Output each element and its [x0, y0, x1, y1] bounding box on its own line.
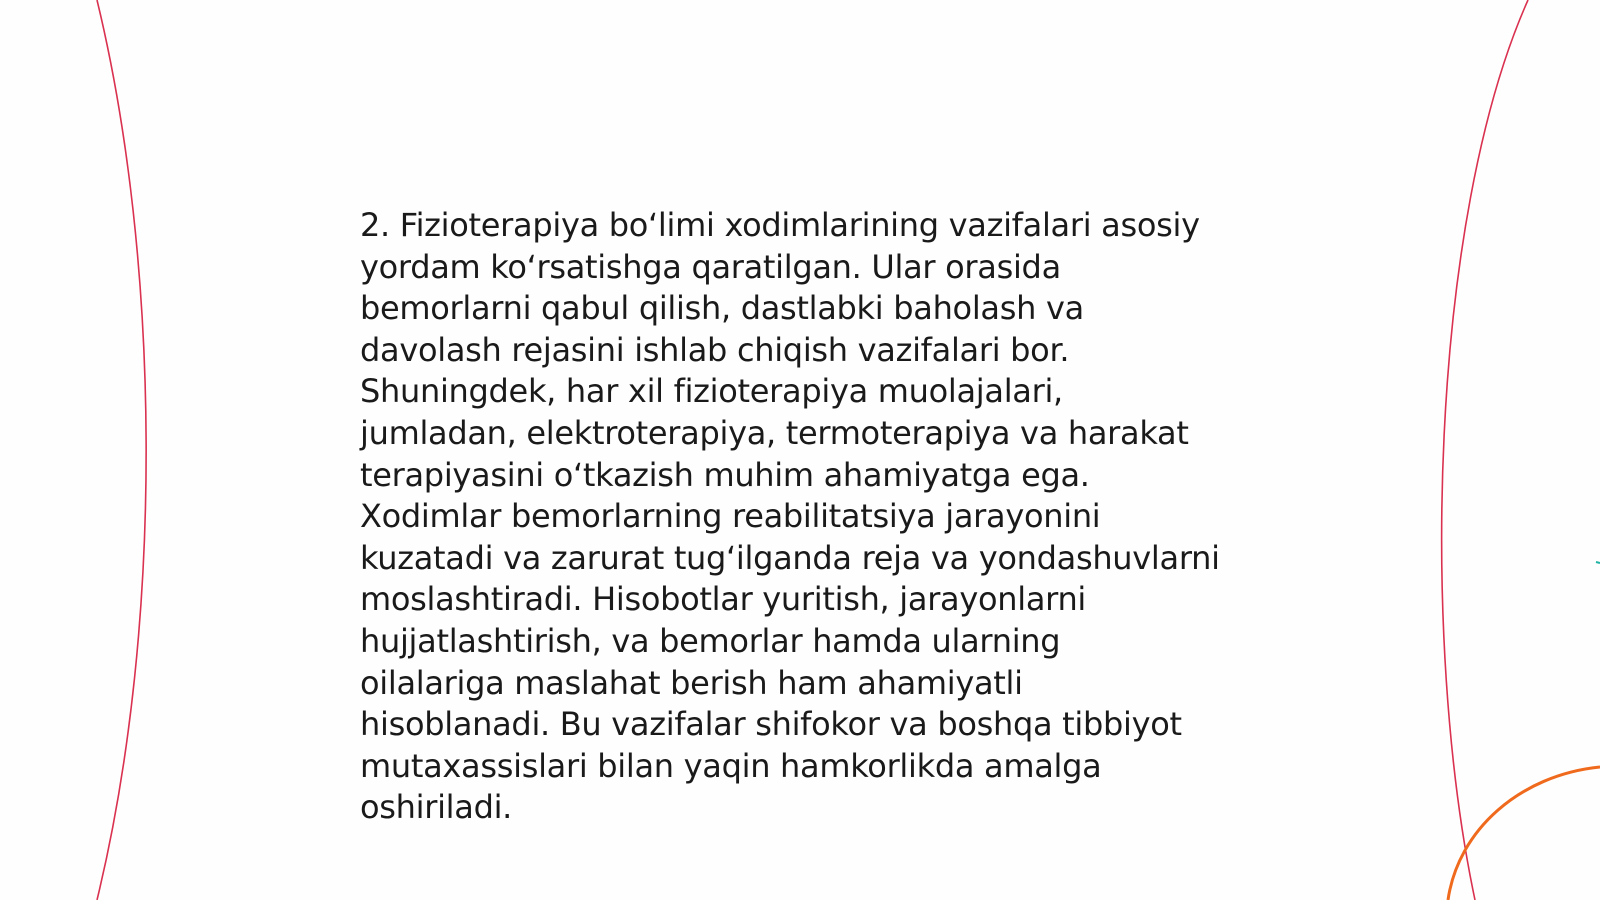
body-line: jumladan, elektroterapiya, termoterapiya va harakat: [360, 413, 1189, 452]
body-line: terapiyasini o‘tkazish muhim ahamiyatga ega.: [360, 455, 1090, 494]
body-line: yordam ko‘rsatishga qaratilgan. Ular orasida: [360, 247, 1061, 286]
body-line: oshiriladi.: [360, 788, 513, 827]
body-line: oilalariga maslahat berish ham ahamiyatli: [360, 663, 1023, 702]
right-curve-line: [1442, 0, 1528, 900]
body-line: kuzatadi va zarurat tug‘ilganda reja va yondashuvlarni: [360, 538, 1220, 577]
body-line: moslashtiradi. Hisobotlar yuritish, jarayonlarni: [360, 580, 1087, 619]
body-line: mutaxassislari bilan yaqin hamkorlikda amalga: [360, 746, 1102, 785]
body-line: hujjatlashtirish, va bemorlar hamda ularning: [360, 621, 1061, 660]
body-line: Xodimlar bemorlarning reabilitatsiya jarayonini: [360, 497, 1101, 536]
body-line: Shuningdek, har xil fizioterapiya muolajalari,: [360, 372, 1063, 411]
teal-accent-mark: [1596, 562, 1600, 563]
body-line: davolash rejasini ishlab chiqish vazifalari bor.: [360, 330, 1070, 369]
body-line: hisoblanadi. Bu vazifalar shifokor va boshqa tibbiyot: [360, 705, 1182, 744]
body-line: bemorlarni qabul qilish, dastlabki baholash va: [360, 289, 1084, 328]
left-curve-line: [97, 0, 146, 900]
body-text: [360, 205, 1260, 829]
body-line: 2. Fizioterapiya bo‘limi xodimlarining vazifalari asosiy: [360, 206, 1200, 244]
